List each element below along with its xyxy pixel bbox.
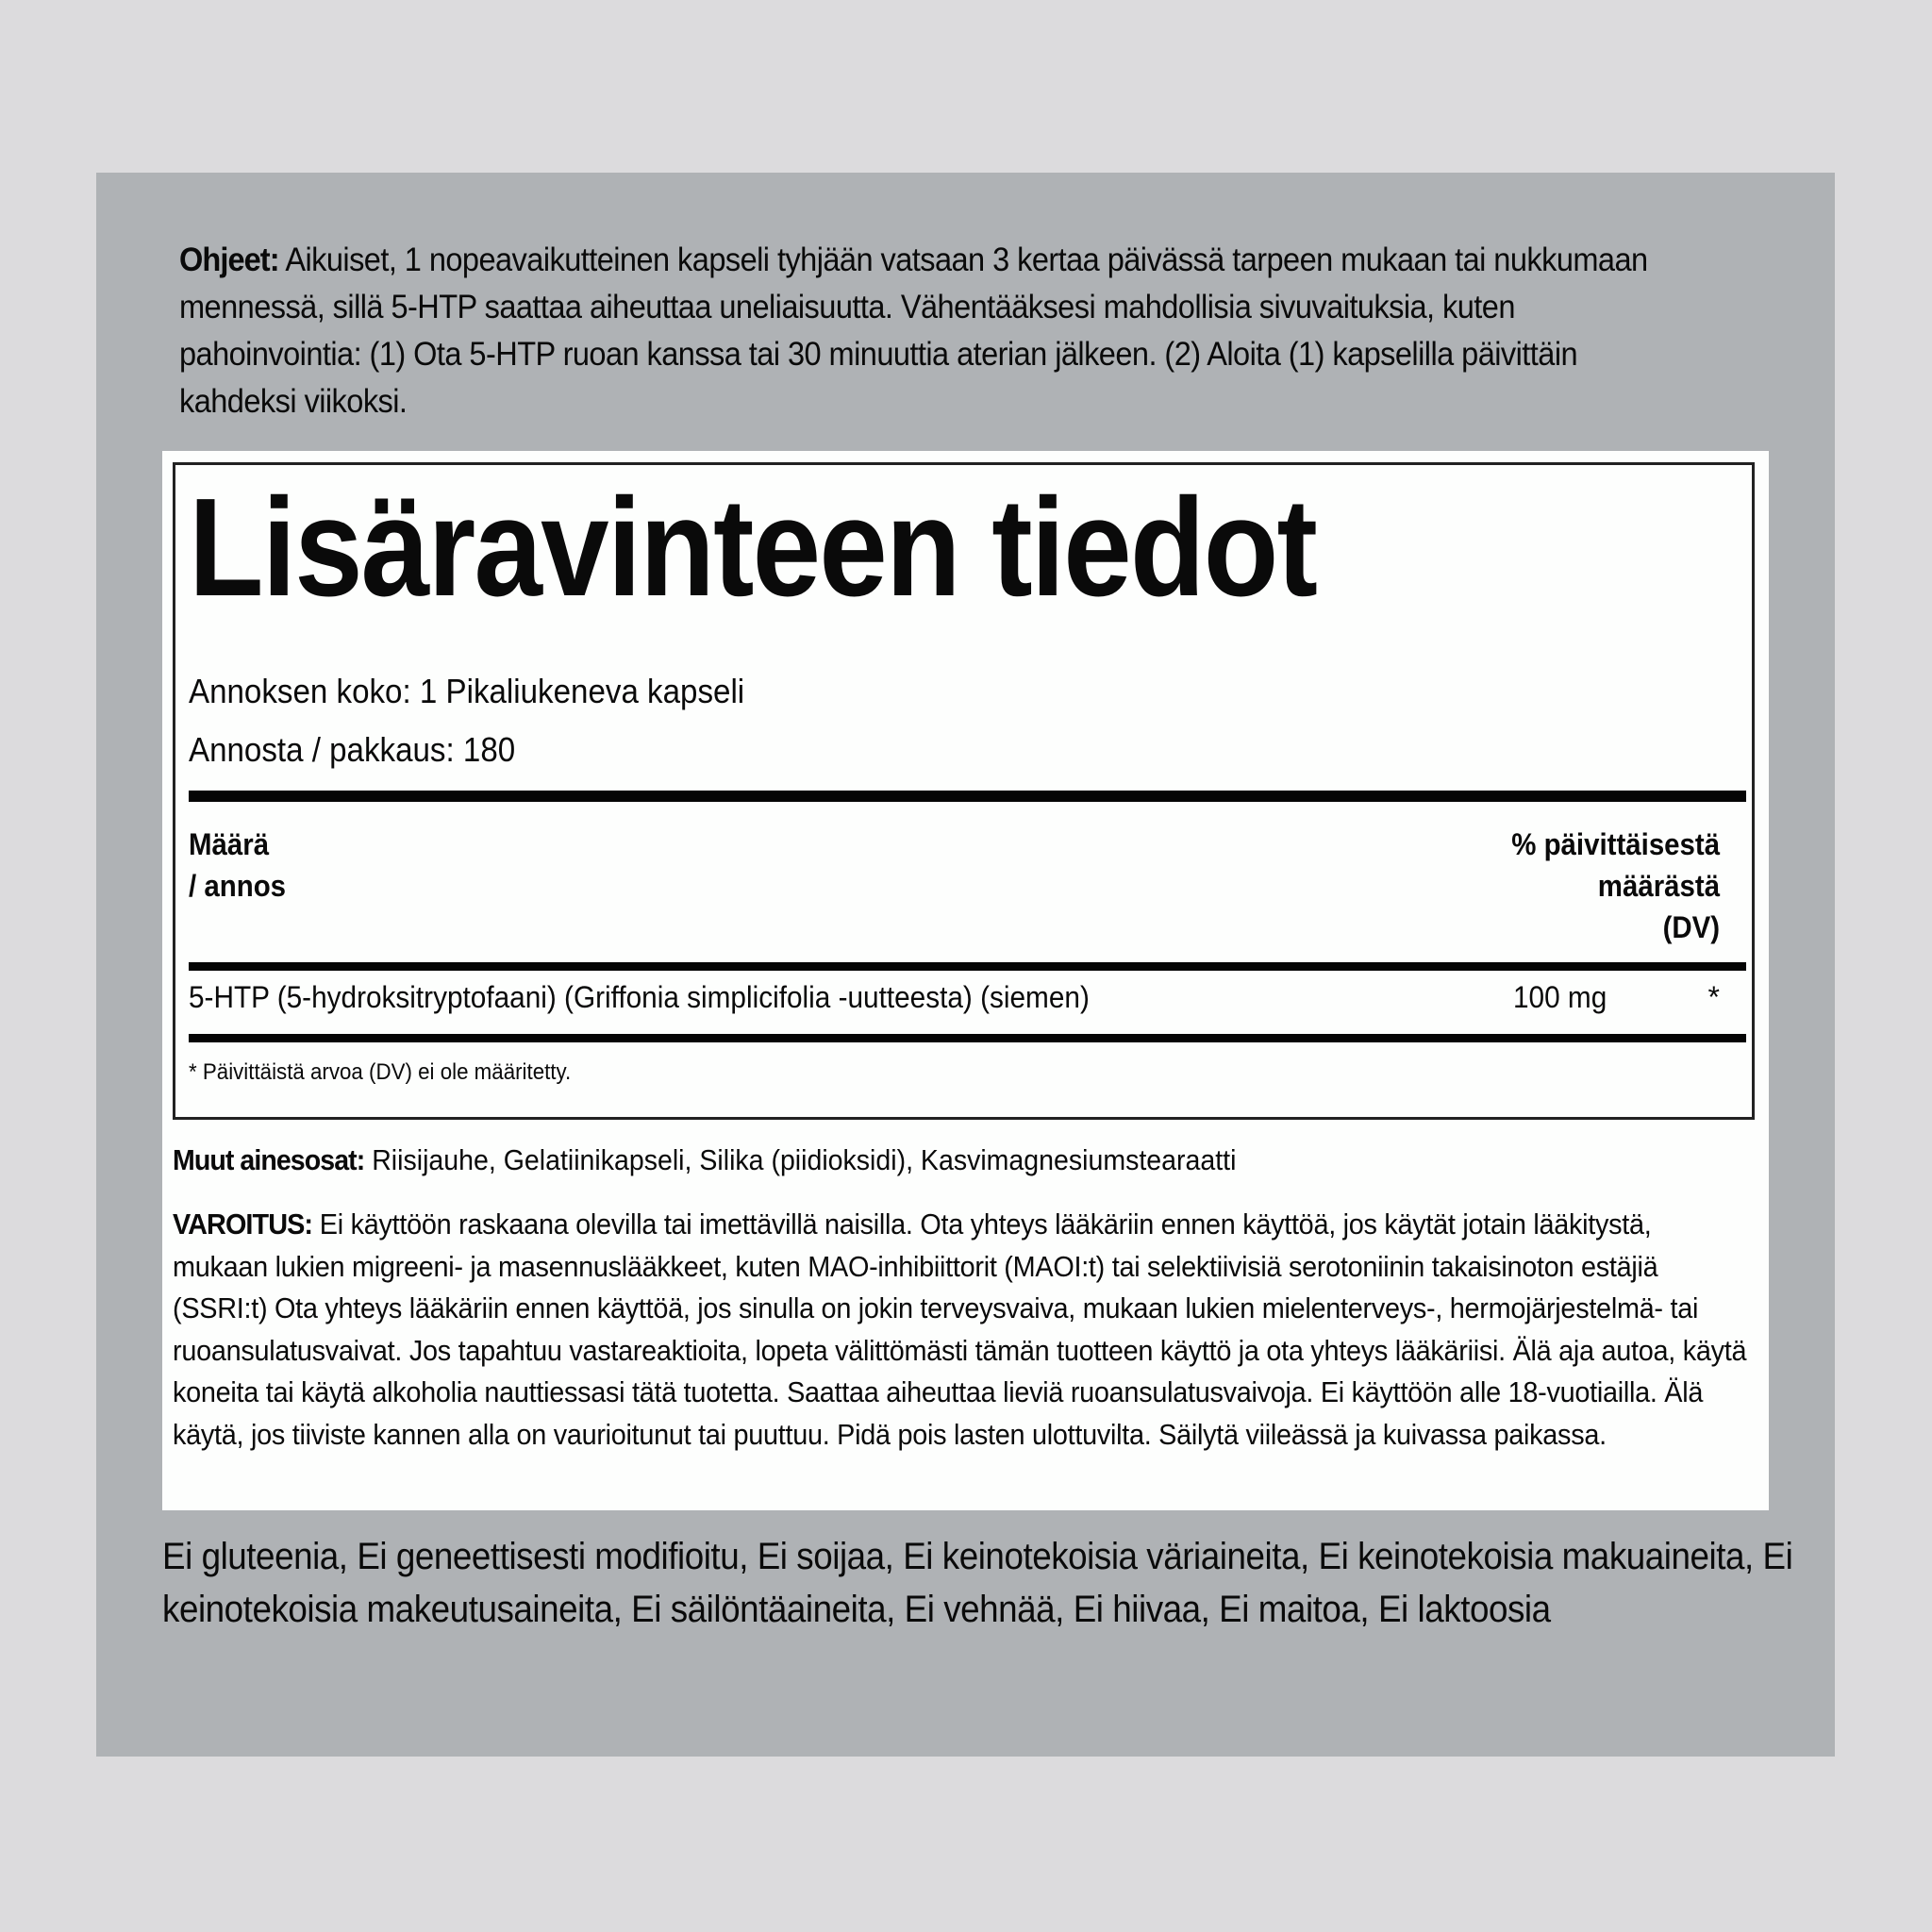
amount-header-line1: Määrä bbox=[189, 827, 270, 861]
other-ingredients-label: Muut ainesosat: bbox=[173, 1143, 365, 1176]
free-from-claims: Ei gluteenia, Ei geneettisesti modifioitu, Ei soijaa, Ei keinotekoisia väriaineita, Ei keinotekoisia makuaineita, Ei keinotekoisia makeutusaineita, Ei säilöntäaineita, Ei vehnää, Ei hiivaa, Ei maitoa, Ei laktoosia bbox=[162, 1536, 1793, 1630]
facts-title: Lisäravinteen tiedot bbox=[189, 470, 1317, 625]
other-ingredients-list: Riisijauhe, Gelatiinikapseli, Silika (piidioksidi), Kasvimagnesiumstearaatti bbox=[364, 1143, 1237, 1176]
daily-value-footnote: * Päivittäistä arvoa (DV) ei ole määritetty. bbox=[189, 1059, 572, 1085]
warning-body: Ei käyttöön raskaana olevilla tai imettävillä naisilla. Ota yhteys lääkäriin ennen käyttöä, jos käytät jotain lääkitystä, mukaan lukien migreeni- ja masennuslääkkeet, kuten MAO-inhibiittorit (MAOI:t) tai selektiivisiä serotoniinin takaisinoton estäjiä (SSRI:t) Ota yhteys lääkäriin ennen käyttöä, jos sinulla on jokin terveysvaiva, mukaan lukien mielenterveys-, hermojärjestelmä- tai ruoansulatusvaivat. Jos tapahtuu vastareaktioita, lopeta välittömästi tämän tuotteen käyttö ja ota yhteys lääkäriisi. Älä aja autoa, käytä koneita tai käytä alkoholia nauttiessasi tätä tuotetta. Saattaa aiheuttaa lieviä ruoansulatusvaivoja. Ei käyttöön alle 18-vuotiailla. Älä käytä, jos tiiviste kannen alla on vaurioitunut tai puuttuu. Pidä pois lasten ulottuvilta. Säilytä viileässä ja kuivassa paikassa. bbox=[173, 1208, 1747, 1451]
ingredient-name: 5-HTP (5-hydroksitryptofaani) (Griffonia simplicifolia -uutteesta) (siemen) bbox=[189, 980, 1090, 1014]
ingredient-daily-value: * bbox=[1707, 980, 1720, 1014]
dv-header-line3: (DV) bbox=[1662, 910, 1720, 944]
supplement-facts-box bbox=[173, 462, 1755, 1120]
amount-per-serving-header bbox=[189, 824, 286, 907]
serving-size: Annoksen koko: 1 Pikaliukeneva kapseli bbox=[189, 672, 745, 710]
directions-body: Aikuiset, 1 nopeavaikutteinen kapseli tyhjään vatsaan 3 kertaa päivässä tarpeen mukaan tai nukkumaan mennessä, sillä 5-HTP saattaa aiheuttaa uneliaisuutta. Vähentääksesi mahdollisia sivuvaituksia, kuten pahoinvointia: (1) Ota 5-HTP ruoan kanssa tai 30 minuuttia aterian jälkeen. (2) Aloita (1) kapselilla päivittäin kahdeksi viikoksi. bbox=[179, 242, 1648, 420]
dv-header-line1: % päivittäisestä bbox=[1511, 827, 1720, 861]
directions-label: Ohjeet: bbox=[179, 242, 279, 278]
other-ingredients bbox=[173, 1140, 1236, 1181]
amount-header-line2: / annos bbox=[189, 869, 287, 903]
warning-label: VAROITUS: bbox=[173, 1208, 313, 1241]
daily-value-header bbox=[1511, 824, 1720, 948]
divider-thick bbox=[189, 791, 1746, 802]
dv-header-line2: määrästä bbox=[1597, 869, 1720, 903]
directions-text bbox=[179, 237, 1671, 425]
ingredient-amount: 100 mg bbox=[1513, 980, 1607, 1014]
servings-per-container: Annosta / pakkaus: 180 bbox=[189, 730, 516, 769]
divider-bottom bbox=[189, 1034, 1746, 1042]
ingredient-row bbox=[189, 976, 1746, 1018]
divider-header bbox=[189, 962, 1746, 971]
warning-text bbox=[173, 1204, 1752, 1456]
